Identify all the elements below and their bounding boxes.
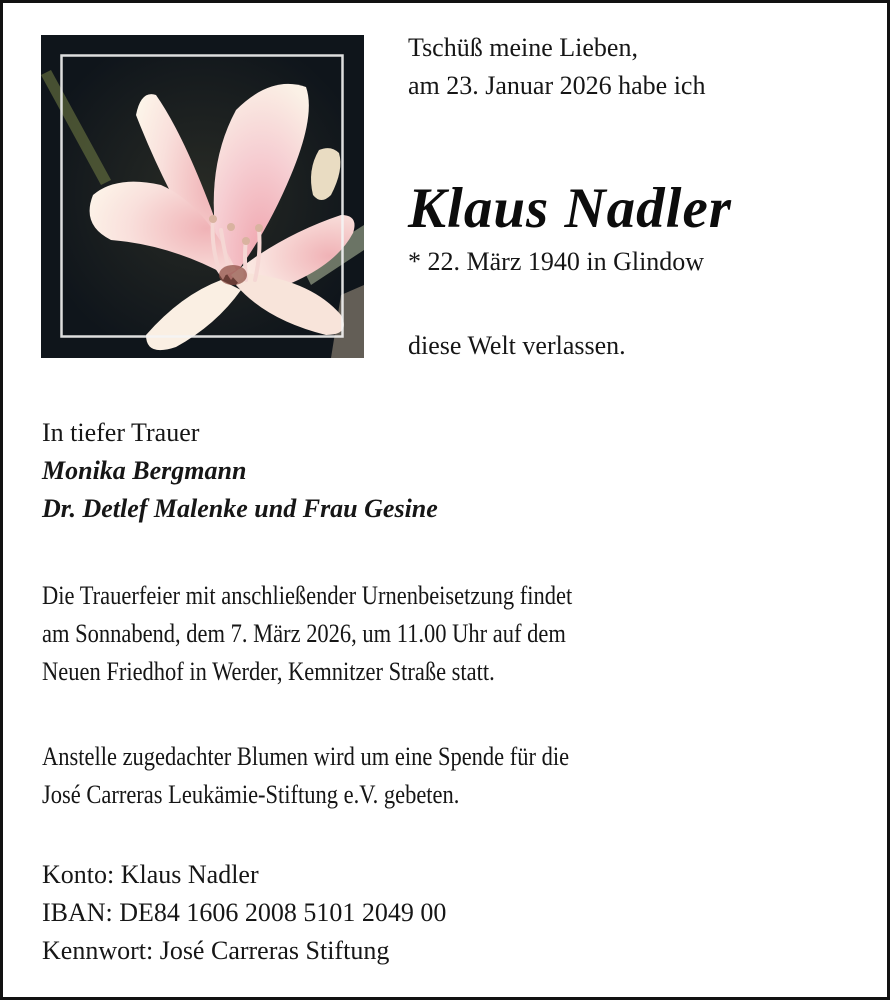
- lily-flower-icon: [41, 35, 364, 358]
- intro-line-2: am 23. Januar 2026 habe ich: [408, 71, 706, 100]
- mourner-name: Dr. Detlef Malenke und Frau Gesine: [42, 494, 438, 523]
- closing-line: diese Welt verlassen.: [408, 331, 626, 360]
- ceremony-line: Die Trauerfeier mit anschließender Urnenbeisetzung findet: [42, 581, 573, 610]
- ceremony-line: am Sonnabend, dem 7. März 2026, um 11.00 Uhr auf dem: [42, 619, 566, 648]
- account-iban: IBAN: DE84 1606 2008 5101 2049 00: [42, 898, 447, 927]
- flower-photo: [41, 35, 364, 358]
- donation-line: Anstelle zugedachter Blumen wird um eine Spende für die: [42, 742, 570, 771]
- mourners-heading: In tiefer Trauer: [42, 418, 200, 447]
- account-holder: Konto: Klaus Nadler: [42, 860, 259, 889]
- account-reference: Kennwort: José Carreras Stiftung: [42, 936, 390, 965]
- birth-info: * 22. März 1940 in Glindow: [408, 247, 705, 276]
- intro-line-1: Tschüß meine Lieben,: [408, 33, 638, 62]
- ceremony-line: Neuen Friedhof in Werder, Kemnitzer Straße statt.: [42, 657, 495, 686]
- deceased-name: Klaus Nadler: [408, 177, 732, 240]
- mourner-name: Monika Bergmann: [42, 456, 247, 485]
- donation-line: José Carreras Leukämie-Stiftung e.V. gebeten.: [42, 780, 460, 809]
